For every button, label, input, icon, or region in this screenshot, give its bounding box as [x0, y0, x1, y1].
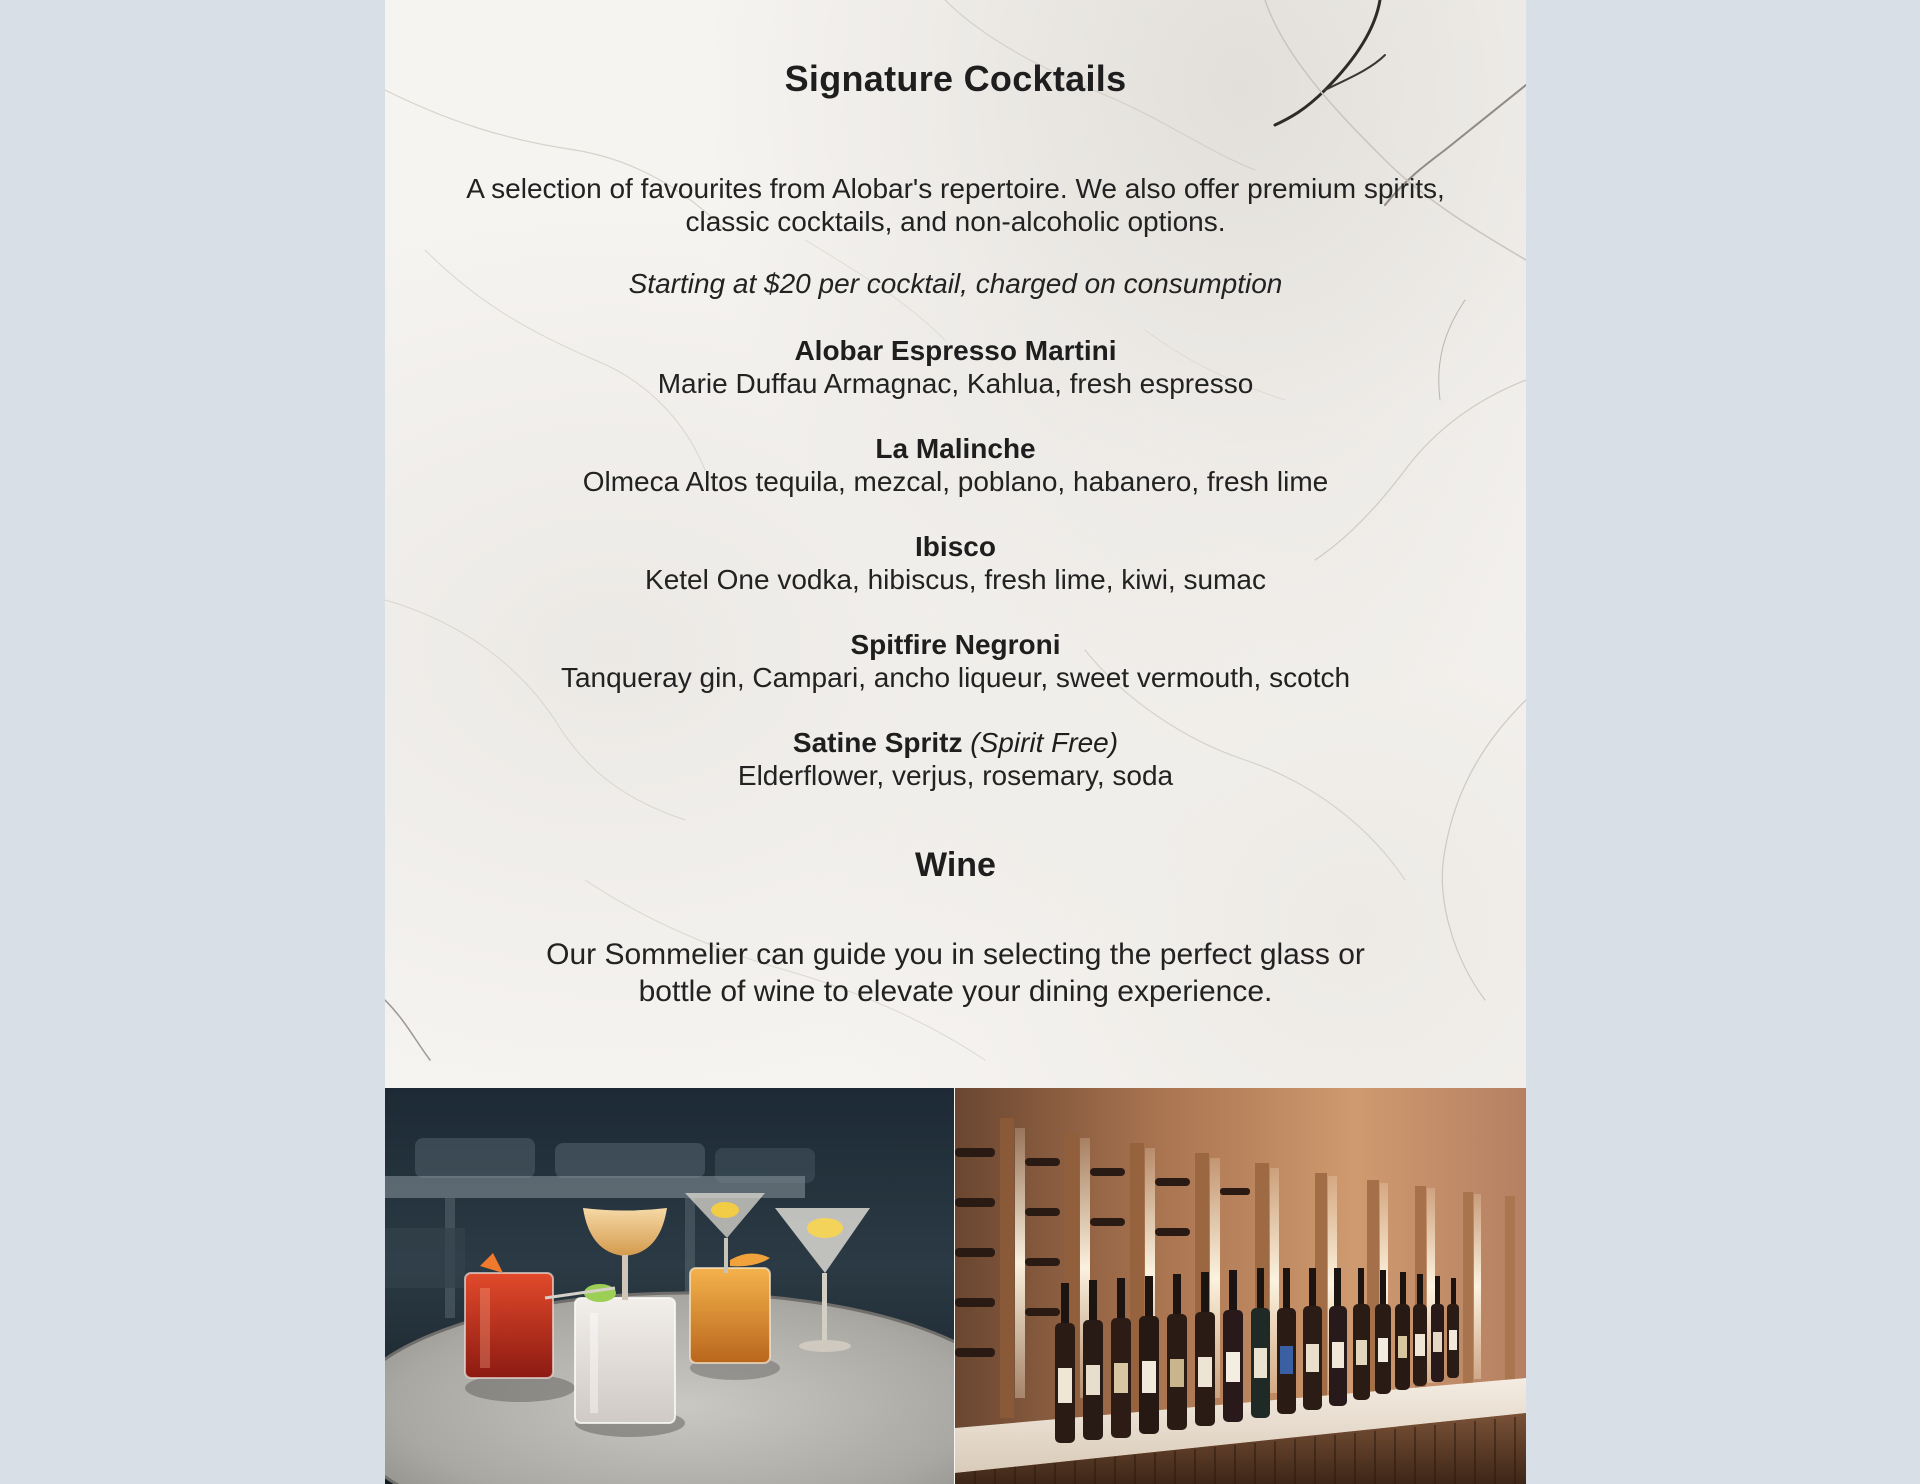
cocktail-name-text: La Malinche: [875, 433, 1036, 464]
cocktail-item: [385, 530, 1526, 628]
cocktail-name-text: Alobar Espresso Martini: [794, 335, 1117, 366]
cocktail-description: Elderflower, verjus, rosemary, soda: [737, 760, 1174, 791]
cocktail-description: Marie Duffau Armagnac, Kahlua, fresh espresso: [657, 368, 1254, 399]
cocktail-description: Olmeca Altos tequila, mezcal, poblano, habanero, fresh lime: [582, 466, 1329, 497]
menu-content: [385, 0, 1526, 1088]
wine-photo-image: [955, 1088, 1526, 1484]
wine-photo: [955, 1088, 1526, 1484]
cocktail-name: [385, 726, 1526, 759]
cocktails-photo: [385, 1088, 954, 1484]
cocktail-item: [385, 726, 1526, 824]
cocktail-name-text: Satine Spritz: [792, 727, 963, 758]
cocktail-list: [385, 334, 1526, 824]
cocktail-name-text: Spitfire Negroni: [850, 629, 1061, 660]
cocktail-note: (Spirit Free): [970, 727, 1119, 758]
cocktail-name: [385, 432, 1526, 465]
cocktails-heading: Signature Cocktails: [784, 58, 1127, 99]
cocktail-item: [385, 628, 1526, 726]
cocktail-name: [385, 628, 1526, 661]
cocktails-photo-image: [385, 1088, 954, 1484]
cocktail-name: [385, 334, 1526, 367]
cocktail-description: Tanqueray gin, Campari, ancho liqueur, sweet vermouth, scotch: [560, 662, 1351, 693]
cocktail-item: [385, 334, 1526, 432]
wine-heading: Wine: [915, 846, 996, 884]
cocktail-item: [385, 432, 1526, 530]
cocktail-name: [385, 530, 1526, 563]
pricing-note: Starting at $20 per cocktail, charged on consumption: [628, 268, 1283, 299]
wine-description: Our Sommelier can guide you in selecting the perfect glass or bottle of wine to elevate your dining experience.: [546, 938, 1365, 1008]
cocktails-intro: A selection of favourites from Alobar's repertoire. We also offer premium spirits, classic cocktails, and non-alcoholic options.: [466, 173, 1445, 237]
cocktail-description: Ketel One vodka, hibiscus, fresh lime, kiwi, sumac: [645, 564, 1266, 595]
cocktail-name-text: Ibisco: [915, 531, 996, 562]
menu-page: [385, 0, 1526, 1484]
